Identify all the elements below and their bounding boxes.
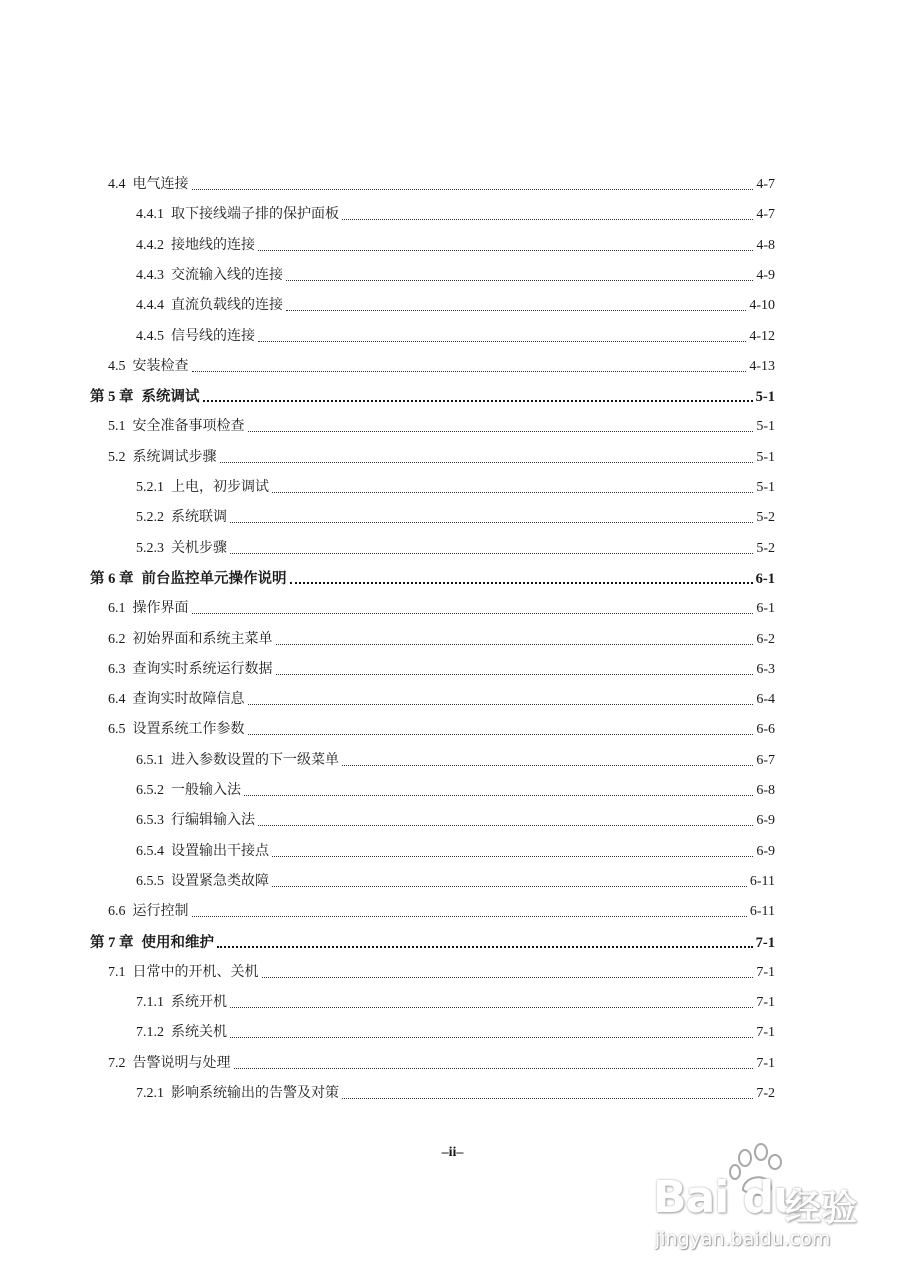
toc-entry-number: 6.5.3 [136,813,164,828]
toc-entry [136,539,775,559]
toc-dot-leader [192,612,754,614]
toc-dot-leader [258,824,753,826]
toc-dot-leader [220,461,754,463]
toc-dot-leader [272,491,753,493]
toc-dot-leader [258,249,753,251]
toc-entry-title: 日常中的开机、关机 [132,965,259,980]
toc-entry [136,1023,775,1043]
toc-entry-page: 4-9 [756,268,775,283]
toc-dot-leader [192,370,747,372]
toc-entry-page: 6-3 [756,662,775,677]
toc-entry-page: 4-7 [756,207,775,222]
toc-entry [108,448,775,468]
toc-entry-number: 6.5.2 [136,783,164,798]
toc-entry-page: 5-2 [756,541,775,556]
toc-entry-page: 4-8 [756,238,775,253]
toc-entry-title: 设置紧急类故障 [171,874,269,889]
toc-entry-title: 一般输入法 [171,783,241,798]
toc-entry [136,508,775,528]
toc-entry-title: 使用和维护 [141,935,214,951]
toc-entry-number: 4.4.1 [136,207,164,222]
toc-entry-page: 7-1 [756,1025,775,1040]
toc-entry-title: 影响系统输出的告警及对策 [171,1086,339,1101]
toc-entry [90,933,775,953]
toc-entry-page: 6-1 [756,601,775,616]
toc-dot-leader [276,643,754,645]
toc-entry [136,478,775,498]
toc-dot-leader [248,703,754,705]
page-footer-number: –ii– [441,1145,464,1160]
toc-dot-leader [272,885,747,887]
toc-entry-title: 初始界面和系统主菜单 [132,632,273,647]
toc-dot-leader [230,521,753,523]
toc-entry [136,205,775,225]
toc-entry [136,1084,775,1104]
toc-entry-number: 6.4 [108,692,126,707]
toc-entry [108,963,775,983]
toc-dot-leader [230,552,753,554]
toc-entry-number: 6.3 [108,662,126,677]
toc-dot-leader [342,1097,753,1099]
toc-entry [136,266,775,286]
toc-entry-page: 7-1 [756,995,775,1010]
toc-entry-page: 5-1 [755,389,775,405]
toc-entry-number: 7.2 [108,1056,126,1071]
toc-entry [108,902,775,922]
toc-dot-leader [203,399,753,402]
toc-entry-number: 5.2.2 [136,510,164,525]
toc-entry-number: 4.4.5 [136,329,164,344]
toc-dot-leader [290,581,753,584]
toc-entry-number: 第 6 章 [90,571,134,587]
toc-dot-leader [244,794,753,796]
toc-entry-page: 6-7 [756,753,775,768]
toc-entry-title: 行编辑输入法 [171,813,255,828]
toc-entry-page: 7-2 [756,1086,775,1101]
toc-entry [108,630,775,650]
toc-entry-page: 6-8 [756,783,775,798]
toc-entry [136,993,775,1013]
toc-dot-leader [276,673,754,675]
toc-entry-page: 6-6 [756,722,775,737]
toc-entry [90,569,775,589]
toc-entry-page: 4-10 [749,298,775,313]
toc-dot-leader [192,915,747,917]
toc-dot-leader [248,430,754,432]
toc-entry-number: 6.5.1 [136,753,164,768]
toc-entry-title: 操作界面 [132,601,189,616]
watermark-brand: Bai du [653,1172,804,1223]
toc-entry-title: 查询实时故障信息 [132,692,245,707]
toc-entry-page: 7-1 [755,935,775,951]
toc-entry-page: 7-1 [756,1056,775,1071]
toc-entry-page: 6-1 [755,571,775,587]
toc-dot-leader [217,945,753,948]
toc-entry [136,327,775,347]
toc-entry [108,175,775,195]
toc-entry [108,660,775,680]
toc-dot-leader [262,976,754,978]
toc-dot-leader [192,188,754,190]
toc-entry [108,417,775,437]
toc-dot-leader [230,1006,753,1008]
toc-entry-page: 4-7 [756,177,775,192]
toc-entry-number: 5.2.1 [136,480,164,495]
toc-entry-number: 4.4 [108,177,126,192]
toc-entry-title: 系统联调 [171,510,227,525]
toc-entry-page: 6-11 [749,874,775,889]
toc-entry-number: 第 7 章 [90,935,134,951]
toc-entry-number: 6.5 [108,722,126,737]
toc-entry-title: 系统调试步骤 [132,450,217,465]
toc-dot-leader [342,218,753,220]
toc-entry-number: 6.6 [108,904,126,919]
toc-entry-number: 第 5 章 [90,389,134,405]
toc-entry [136,236,775,256]
toc-entry-page: 5-1 [756,450,775,465]
toc-entry-title: 交流输入线的连接 [171,268,283,283]
toc-entry-title: 前台监控单元操作说明 [141,571,287,587]
toc-entry-page: 6-9 [756,844,775,859]
toc-entry-number: 7.1 [108,965,126,980]
toc-entry-page: 6-9 [756,813,775,828]
toc-entry-number: 6.5.5 [136,874,164,889]
toc-entry [90,387,775,407]
toc-entry-title: 取下接线端子排的保护面板 [171,207,339,222]
toc-entry [136,842,775,862]
toc-entry-page: 6-4 [756,692,775,707]
toc-entry-number: 5.1 [108,419,126,434]
toc-entry-page: 4-13 [749,359,775,374]
toc-entry-title: 进入参数设置的下一级菜单 [171,753,339,768]
toc-entry [108,720,775,740]
toc-dot-leader [342,764,753,766]
toc-entry [108,357,775,377]
toc-entry-title: 关机步骤 [171,541,227,556]
toc-entry [136,781,775,801]
toc-entry-page: 7-1 [756,965,775,980]
toc-entry-number: 6.2 [108,632,126,647]
toc-entry-title: 系统关机 [171,1025,227,1040]
toc-entry-number: 7.1.1 [136,995,164,1010]
toc-entry [136,872,775,892]
toc-entry-number: 5.2.3 [136,541,164,556]
toc-entry-title: 系统调试 [141,389,200,405]
toc-entry-page: 5-2 [756,510,775,525]
watermark-cn: 经验 [785,1188,858,1229]
toc-entry-title: 安装检查 [132,359,189,374]
toc-entry-title: 直流负载线的连接 [171,298,283,313]
toc-dot-leader [248,733,754,735]
toc-entry-title: 接地线的连接 [171,238,255,253]
toc-entry-number: 7.2.1 [136,1086,164,1101]
toc-entry-number: 7.1.2 [136,1025,164,1040]
toc-entry [108,690,775,710]
toc-entry-title: 运行控制 [132,904,189,919]
toc-dot-leader [286,279,753,281]
toc-entry-title: 系统开机 [171,995,227,1010]
toc-entry-number: 4.4.4 [136,298,164,313]
watermark-url: jingyan.baidu.com [655,1228,831,1250]
toc-entry-page: 5-1 [756,419,775,434]
toc-entry-title: 信号线的连接 [171,329,255,344]
toc-entry-title: 设置输出干接点 [171,844,269,859]
toc-entry-number: 6.5.4 [136,844,164,859]
toc-entry-title: 电气连接 [132,177,189,192]
toc-entry [136,811,775,831]
toc-entry [108,599,775,619]
toc-entry-page: 6-2 [756,632,775,647]
toc-entry-number: 4.4.3 [136,268,164,283]
toc-dot-leader [258,340,746,342]
toc-entry-number: 5.2 [108,450,126,465]
toc-entry [136,296,775,316]
toc-entry-page: 6-11 [749,904,775,919]
toc-entry-page: 5-1 [756,480,775,495]
toc-dot-leader [286,309,746,311]
toc-entry-title: 上电，初步调试 [171,480,269,495]
toc-entry-number: 4.4.2 [136,238,164,253]
toc-entry-title: 告警说明与处理 [132,1056,231,1071]
toc-entry-title: 设置系统工作参数 [132,722,245,737]
toc-entry [136,751,775,771]
toc-entry [108,1054,775,1074]
toc-entry-page: 4-12 [749,329,775,344]
toc-dot-leader [230,1036,753,1038]
toc-entry-title: 安全准备事项检查 [132,419,245,434]
baidu-jingyan-watermark [625,1140,875,1260]
toc-dot-leader [234,1067,754,1069]
toc-entry-number: 6.1 [108,601,126,616]
toc-entry-number: 4.5 [108,359,126,374]
toc-entry-title: 查询实时系统运行数据 [132,662,273,677]
toc-dot-leader [272,855,753,857]
